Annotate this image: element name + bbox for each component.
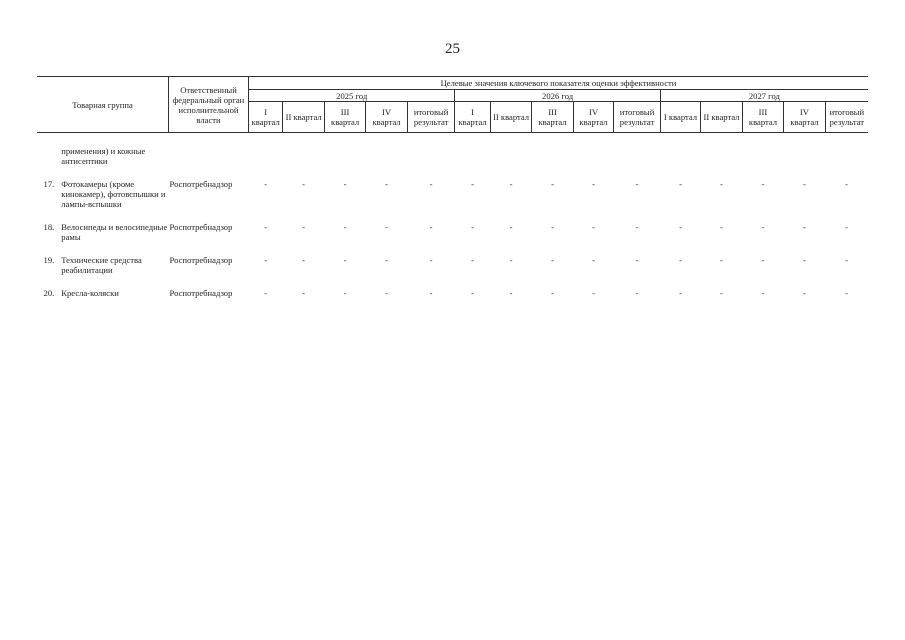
target-value: -	[471, 255, 475, 265]
target-value: -	[264, 179, 268, 189]
target-value: -	[845, 255, 849, 265]
target-value: -	[635, 179, 639, 189]
target-value: -	[761, 222, 765, 232]
target-value: -	[343, 255, 347, 265]
header-quarter: II квартал	[283, 102, 324, 133]
target-value: -	[385, 179, 389, 189]
target-value: -	[551, 179, 554, 189]
product-group-name: Велосипеды и велосипедные рамы	[61, 222, 168, 242]
header-quarter: итоговый результат	[614, 102, 661, 133]
target-value: -	[385, 222, 389, 232]
header-quarter: I квартал	[455, 102, 490, 133]
target-value: -	[302, 179, 306, 189]
authority-name: Роспотребнадзор	[169, 288, 233, 298]
target-value: -	[509, 288, 513, 298]
target-value: -	[343, 179, 347, 189]
target-value: -	[471, 288, 475, 298]
target-value: -	[635, 255, 639, 265]
header-product-group: Товарная группа	[37, 77, 169, 133]
header-quarter: II квартал	[490, 102, 531, 133]
target-value: -	[429, 255, 433, 265]
target-value: -	[302, 288, 306, 298]
target-value: -	[385, 255, 389, 265]
target-value: -	[264, 222, 268, 232]
target-value: -	[471, 179, 475, 189]
target-value: -	[592, 288, 595, 298]
target-value: -	[429, 179, 433, 189]
target-value: -	[343, 288, 347, 298]
row-number: 20.	[43, 288, 55, 298]
table-row	[37, 288, 868, 298]
target-value: -	[635, 288, 639, 298]
target-value: -	[679, 255, 682, 265]
target-value: -	[429, 288, 433, 298]
target-value: -	[592, 255, 595, 265]
target-value: -	[635, 222, 639, 232]
target-value: -	[302, 255, 306, 265]
target-value: -	[592, 179, 595, 189]
target-value: -	[803, 288, 806, 298]
header-year: 2026 год	[455, 90, 660, 102]
header-quarter: IV квартал	[784, 102, 825, 133]
target-value: -	[509, 222, 513, 232]
authority-name: Роспотребнадзор	[169, 255, 233, 265]
target-value: -	[592, 222, 595, 232]
header-quarter: III квартал	[742, 102, 783, 133]
row-number: 19.	[43, 255, 55, 265]
target-value: -	[761, 288, 765, 298]
header-quarter: IV квартал	[573, 102, 613, 133]
authority-name: Роспотребнадзор	[169, 222, 233, 232]
header-quarter: IV квартал	[366, 102, 407, 133]
target-value: -	[551, 255, 554, 265]
row-number: 17.	[43, 179, 55, 189]
table-header	[37, 77, 868, 133]
target-value: -	[509, 255, 513, 265]
header-year: 2025 год	[248, 90, 454, 102]
target-value: -	[761, 179, 765, 189]
target-value: -	[845, 179, 849, 189]
header-quarter: III квартал	[532, 102, 573, 133]
header-year: 2027 год	[660, 90, 868, 102]
target-value: -	[551, 222, 554, 232]
header-quarter: III квартал	[324, 102, 365, 133]
target-value: -	[551, 288, 554, 298]
target-value: -	[343, 222, 347, 232]
row-number: 18.	[43, 222, 55, 232]
target-value: -	[761, 255, 765, 265]
table-body	[37, 133, 868, 299]
kpi-table	[37, 76, 868, 298]
header-quarter: итоговый результат	[407, 102, 455, 133]
product-group-name: Технические средства реабилитации	[61, 255, 142, 275]
table-row	[37, 179, 868, 209]
target-value: -	[720, 179, 723, 189]
target-value: -	[720, 222, 723, 232]
target-value: -	[302, 222, 306, 232]
header-quarter: I квартал	[248, 102, 282, 133]
header-targets-title: Целевые значения ключевого показателя оценки эффективности	[248, 77, 868, 90]
target-value: -	[679, 179, 682, 189]
target-value: -	[471, 222, 475, 232]
header-quarter: итоговый результат	[825, 102, 868, 133]
header-authority: Ответственный федеральный орган исполнительной власти	[169, 77, 249, 133]
target-value: -	[803, 179, 806, 189]
product-group-name: Кресла-коляски	[61, 288, 119, 298]
target-value: -	[803, 255, 806, 265]
target-value: -	[720, 288, 723, 298]
header-quarter: I квартал	[660, 102, 700, 133]
table-row	[37, 255, 868, 275]
table-row	[37, 222, 868, 242]
product-group-name: Фотокамеры (кроме кинокамер), фотовспышки и лампы-вспышки	[61, 179, 166, 209]
target-value: -	[429, 222, 433, 232]
target-value: -	[509, 179, 513, 189]
continuation-row	[37, 146, 868, 166]
target-value: -	[803, 222, 806, 232]
continuation-text: применения) и кожные антисептики	[61, 146, 146, 166]
target-value: -	[679, 288, 682, 298]
target-value: -	[679, 222, 682, 232]
target-value: -	[264, 255, 268, 265]
target-value: -	[845, 288, 849, 298]
header-quarter: II квартал	[701, 102, 742, 133]
target-value: -	[385, 288, 389, 298]
target-value: -	[720, 255, 723, 265]
page-number: 25	[445, 41, 460, 57]
target-value: -	[845, 222, 849, 232]
target-value: -	[264, 288, 268, 298]
authority-name: Роспотребнадзор	[169, 179, 233, 189]
